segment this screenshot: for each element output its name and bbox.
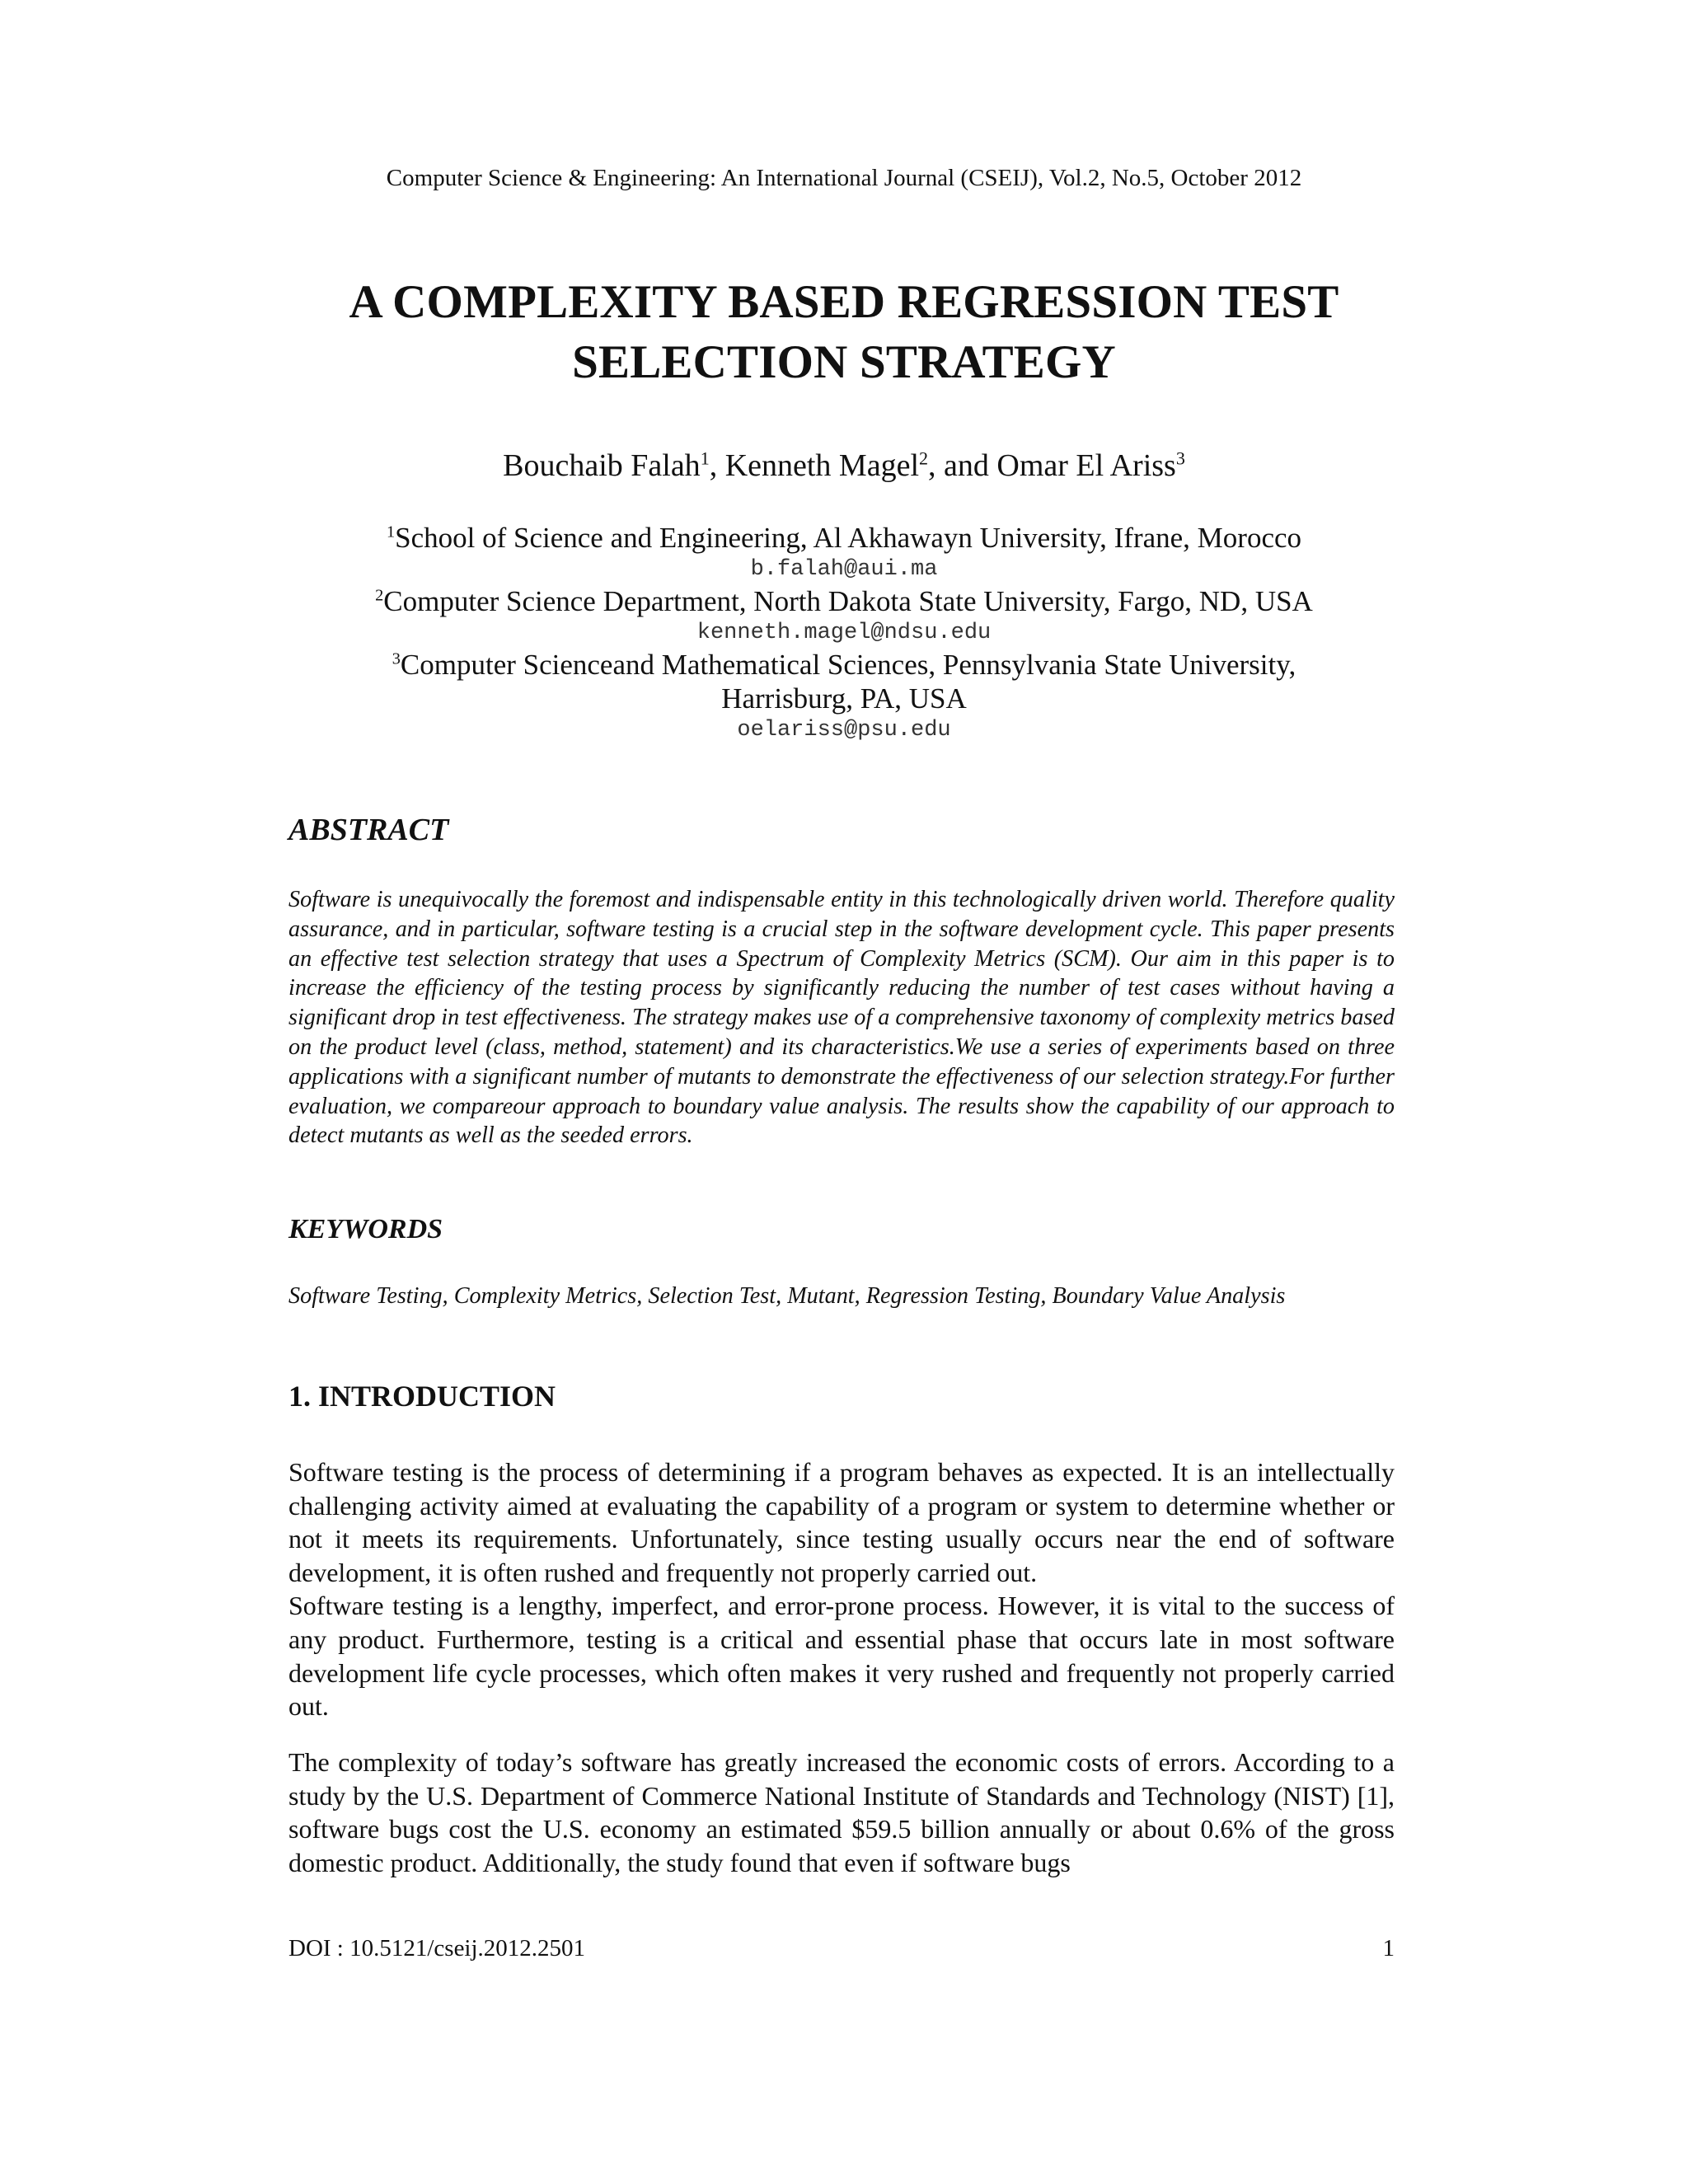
author-name: Omar El Ariss: [996, 448, 1176, 483]
affiliation: [0, 521, 1688, 555]
author-name: Bouchaib Falah: [503, 448, 701, 483]
author-email[interactable]: kenneth.magel@ndsu.edu: [696, 621, 992, 645]
author-separator: , and: [928, 448, 997, 483]
affiliation-mark: 3: [392, 649, 401, 668]
title-line-2: SELECTION STRATEGY: [572, 336, 1116, 388]
introduction-paragraph-1: [288, 1455, 1395, 1723]
keywords-heading: KEYWORDS: [288, 1214, 443, 1244]
affiliations: [0, 521, 1688, 745]
affiliation-mark: 2: [375, 586, 384, 605]
title-line-1: A COMPLEXITY BASED REGRESSION TEST: [349, 276, 1339, 328]
author-affiliation-mark: 2: [919, 448, 929, 469]
author-separator: ,: [709, 448, 725, 483]
author-name: Kenneth Magel: [724, 448, 920, 483]
affiliation-mark: 1: [386, 523, 396, 541]
body-paragraph: The complexity of today’s software has greatly increased the economic costs of errors. According to a study by the U.S. Department of Commerce National Institute of Standards and Technology (NIST) [1], software bugs cost the U.S. economy an estimated $59.5 billion annually or about 0.6% of the gross domestic product. Additionally, the study found that even if software bugs: [288, 1747, 1395, 1877]
keywords-text: Software Testing, Complexity Metrics, Selection Test, Mutant, Regression Testing, Boundary Value Analysis: [288, 1283, 1286, 1309]
body-paragraph: Software testing is the process of determining if a program behaves as expected. It is an intellectually challenging activity aimed at evaluating the capability of a program or system to determine whether or not it meets its requirements. Unfortunately, since testing usually occurs near the end of software development, it is often rushed and frequently not properly carried out.: [288, 1457, 1395, 1587]
introduction-heading: 1. INTRODUCTION: [288, 1380, 556, 1413]
affiliation-text: School of Science and Engineering, Al Akhawayn University, Ifrane, Morocco: [395, 522, 1302, 554]
author-affiliation-mark: 3: [1175, 448, 1185, 469]
affiliation-text: Computer Scienceand Mathematical Sciences, Pennsylvania State University,: [400, 649, 1296, 681]
author-email[interactable]: b.falah@aui.ma: [750, 557, 938, 582]
affiliation: [0, 584, 1688, 618]
affiliation-continued: Harrisburg, PA, USA: [721, 682, 967, 715]
affiliation-text: Computer Science Department, North Dakota State University, Fargo, ND, USA: [383, 585, 1313, 617]
abstract-text: Software is unequivocally the foremost and indispensable entity in this technologically driven world. Therefore quality assurance, and in particular, software testing is a crucial step in the software development cycle. This paper presents an effective test selection strategy that uses a Spectrum of Complexity Metrics (SCM). Our aim in this paper is to increase the efficiency of the testing process by significantly reducing the number of test cases without having a significant drop in test effectiveness. The strategy makes use of a comprehensive taxonomy of complexity metrics based on the product level (class, method, statement) and its characteristics.We use a series of experiments based on three applications with a significant number of mutants to demonstrate the effectiveness of our selection strategy.For further evaluation, we compareour approach to boundary value analysis. The results show the capability of our approach to detect mutants as well as the seeded errors.: [288, 887, 1395, 1149]
author-affiliation-mark: 1: [700, 448, 710, 469]
body-paragraph: Software testing is a lengthy, imperfect, and error-prone process. However, it is vital to the success of any product. Furthermore, testing is a critical and essential phase that occurs late in most software development life cycle processes, which often makes it very rushed and frequently not properly carried out.: [288, 1591, 1395, 1722]
affiliation: [0, 648, 1688, 682]
doi-footer[interactable]: DOI : 10.5121/cseij.2012.2501: [288, 1935, 586, 1961]
introduction-paragraph-2: [288, 1746, 1395, 1879]
running-header: Computer Science & Engineering: An International Journal (CSEIJ), Vol.2, No.5, October 2012: [386, 165, 1302, 191]
paper-title: [0, 272, 1688, 392]
author-email[interactable]: oelariss@psu.edu: [737, 718, 951, 743]
author-list: [0, 445, 1688, 486]
abstract-heading: ABSTRACT: [288, 813, 449, 847]
page-number: 1: [1382, 1935, 1395, 1961]
